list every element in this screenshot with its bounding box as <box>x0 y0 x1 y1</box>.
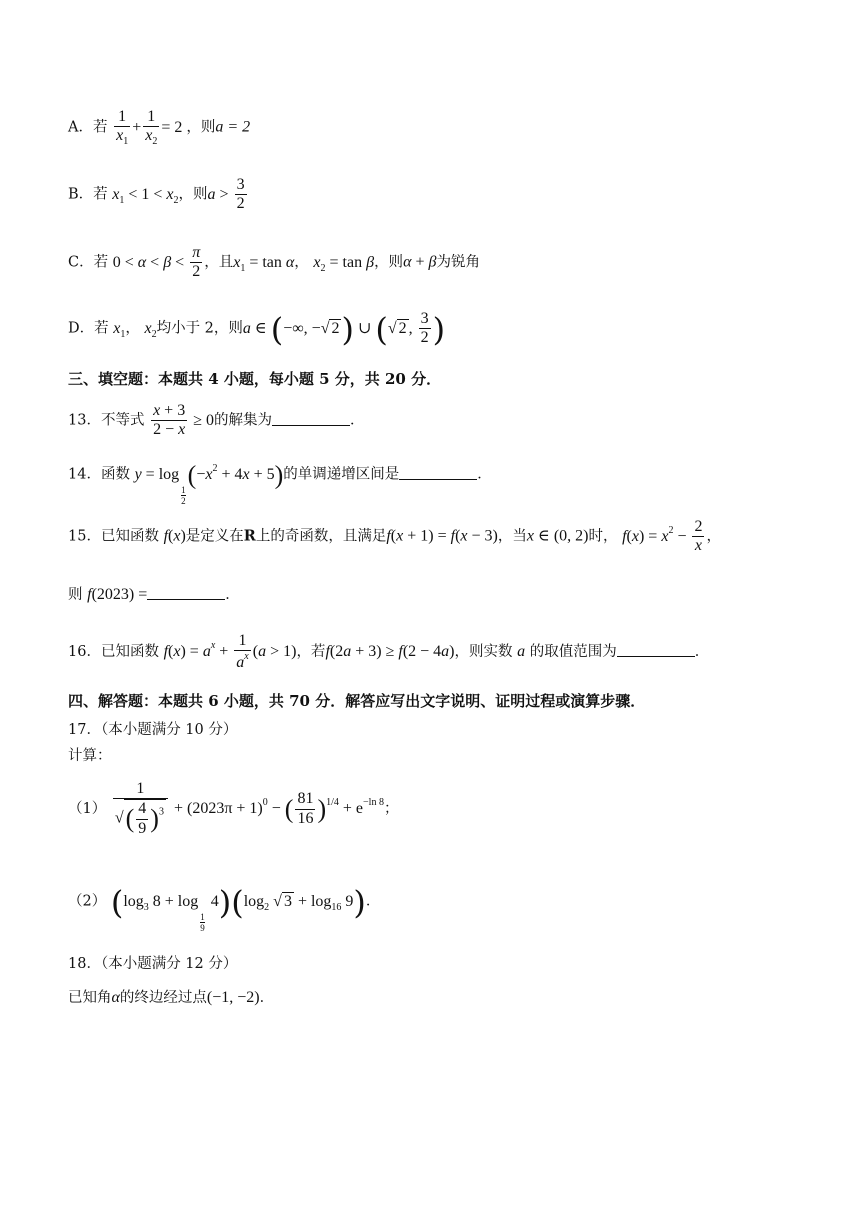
q15-then: 则 <box>68 587 83 603</box>
option-a-condition: $\frac{1}{x_1}$ + $\frac{1}{x_2}$ = 2 <box>116 108 187 148</box>
q16-text2: ，则实数 <box>454 644 513 661</box>
option-b-label: B．若 <box>68 186 108 203</box>
option-b <box>68 176 249 214</box>
q17-part2-label: （2） <box>68 893 107 910</box>
q15-end: ． <box>225 587 240 603</box>
q15-text4: 时， <box>588 528 618 545</box>
option-c-angle-range: 0 < α < β < $\frac{\pi}{2}$ <box>112 244 201 281</box>
option-a <box>68 108 250 148</box>
option-c-then: ，则 <box>374 254 404 271</box>
q18-point: (−1, −2) <box>206 989 260 1006</box>
question-15 <box>68 518 721 556</box>
q14-tail: 的单调递增区间是 <box>283 466 400 483</box>
q17-title: 17．（本小题满分 10 分） <box>68 722 238 738</box>
q15-text5: ， <box>706 528 721 545</box>
option-d-text: 均小于 2，则 <box>156 320 243 337</box>
option-c-conclusion: 为锐角 <box>436 254 480 271</box>
option-c <box>68 244 480 282</box>
q14-answer-blank[interactable] <box>399 467 477 480</box>
option-d-sep: ， <box>125 320 140 337</box>
q14-function: y = log $\frac{1}{2}$ $(-x^2 + 4x + 5)$ <box>134 460 284 506</box>
q17-part2-expression: ($\log_3$ 8 + log $\frac{1}{9}$ $4)(\log_2$ √ $3 + \log_{16} 9$) <box>110 883 366 933</box>
q15-answer-blank[interactable] <box>147 587 225 600</box>
q17-part1 <box>68 780 398 838</box>
option-a-result: a = 2 <box>215 118 251 136</box>
q17-part1-label: （1） <box>68 800 107 817</box>
option-b-then: ，则 <box>178 186 208 203</box>
q16-function: $f(x) = a^x$ + $\frac{1}{a^x}$ (a > 1) <box>163 632 297 672</box>
option-c-x2: $x_2 = \tan \beta$ <box>313 253 375 274</box>
q15-text2: 上的奇函数，且满足 <box>255 528 387 545</box>
q16-text1: ，若 <box>296 644 326 661</box>
option-a-then: ，则 <box>186 119 216 136</box>
option-d-label: D．若 <box>68 320 109 337</box>
q17-intro: 计算： <box>68 748 112 764</box>
q16-stem: 16．已知函数 <box>68 644 159 661</box>
q15-stem: 15．已知函数 <box>68 528 159 545</box>
option-a-label: A．若 <box>68 119 108 136</box>
q16-text3: 的取值范围为 <box>529 644 617 661</box>
q18-text-mid: 的终边经过点 <box>119 990 207 1006</box>
option-d-x1: $x_1$ <box>113 319 126 340</box>
q15-domain: x ∈ (0, 2) <box>526 527 589 545</box>
q15-text1: 是定义在 <box>185 528 244 545</box>
option-c-sum: α + β <box>403 253 437 271</box>
q15-relation: f(x + 1) = f(x − 3) <box>386 527 498 545</box>
q18-alpha: α <box>111 989 120 1006</box>
section-3-heading: 三、填空题：本题共 4 小题，每小题 5 分，共 20 分． <box>68 370 442 388</box>
option-d <box>68 310 445 348</box>
q16-a: a <box>517 643 526 661</box>
question-13 <box>68 402 364 440</box>
q13-stem: 13．不等式 <box>68 412 145 429</box>
question-16 <box>68 632 709 673</box>
q17-part1-end: ； <box>383 800 399 817</box>
option-d-interval: a ∈ (−∞, −√ 2) ∪ (√ 2 , $\frac{3}{2}$ ) <box>242 309 446 348</box>
q18-text-pre: 已知角 <box>68 990 112 1006</box>
option-b-condition: $x_1 < 1 < x_2$ <box>112 185 179 206</box>
option-c-and: ，且 <box>204 254 234 271</box>
option-c-label: C．若 <box>68 254 109 271</box>
option-c-x1: $x_1 = \tan \alpha$ <box>233 253 295 274</box>
q18-title: 18．（本小题满分 12 分） <box>68 956 238 972</box>
q13-inequality: $\frac{x + 3}{2 - x}$ ≥ 0 <box>153 402 214 439</box>
question-14 <box>68 462 492 506</box>
q14-stem: 14．函数 <box>68 466 130 483</box>
q15-R: R <box>243 527 256 545</box>
option-d-x2: $x_2$ <box>144 319 157 340</box>
q17-part1-expression: 1 √( $\frac{4}{9}$ )$^3$ + $(2023\pi + 1)^0$ − ( $\frac{81}{16}$ )$^{1/4} + e^{-ln 8}$ <box>114 780 384 837</box>
q13-end: ． <box>349 412 365 429</box>
q17-part2-end: ． <box>365 893 381 910</box>
q15-f: f(x) <box>163 527 186 545</box>
q16-end: ． <box>694 644 710 661</box>
q15-formula: $f(x) = x^2$ − $\frac{2}{x}$ <box>622 518 703 555</box>
option-b-result: a > $\frac{3}{2}$ <box>207 176 245 213</box>
q18-text <box>68 986 274 1007</box>
option-c-sep: ， <box>294 254 309 271</box>
section-4-heading: 四、解答题：本题共 6 小题，共 70 分．解答应写出文字说明、证明过程或演算步骤． <box>68 692 646 710</box>
q15-text3: ，当 <box>497 528 527 545</box>
q13-tail: 的解集为 <box>213 412 272 429</box>
question-15-line2 <box>68 583 240 604</box>
q17-part2 <box>68 883 381 933</box>
q15-query: f(2023) = <box>87 586 148 603</box>
q13-answer-blank[interactable] <box>272 413 350 426</box>
q18-text-end: ． <box>259 990 275 1006</box>
q14-end: ． <box>477 466 492 483</box>
q16-answer-blank[interactable] <box>617 644 695 657</box>
q16-inequality: f(2a + 3) ≥ f(2 − 4a) <box>325 643 455 661</box>
